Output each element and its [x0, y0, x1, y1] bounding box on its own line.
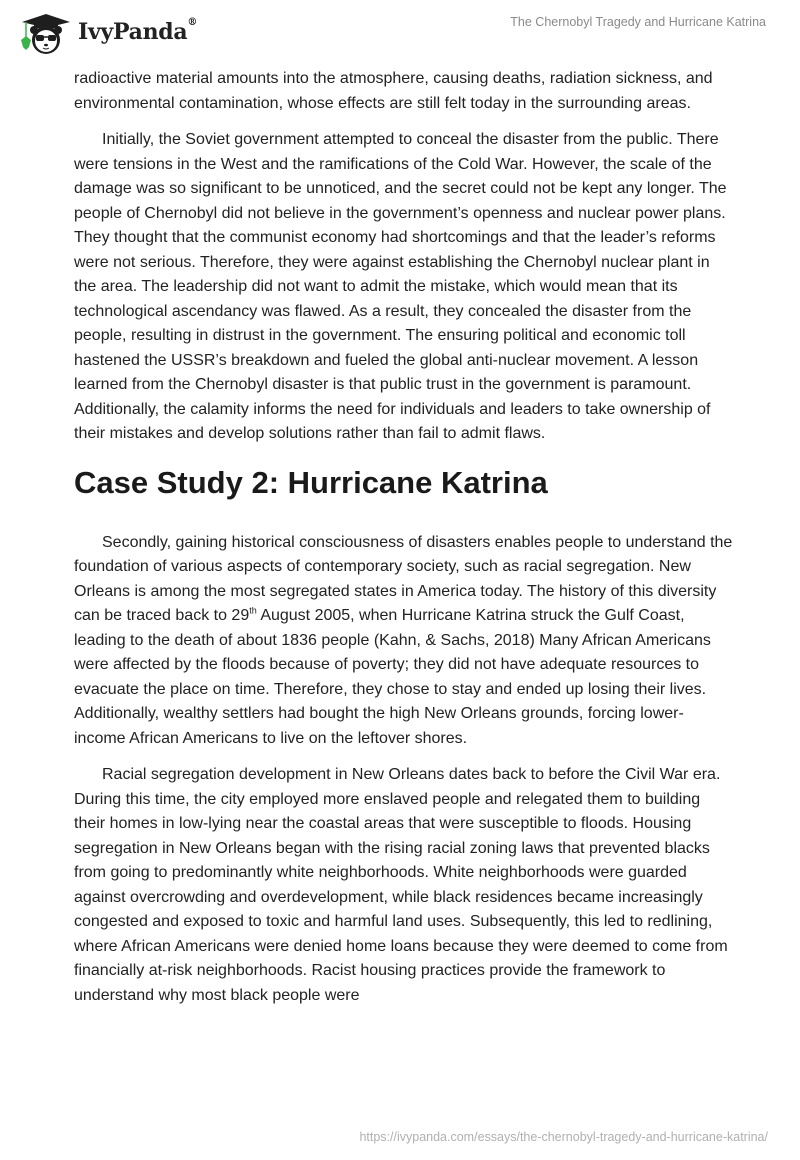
ivypanda-logo[interactable]	[16, 8, 197, 56]
page-header	[0, 0, 800, 60]
paragraph-racial-segregation: Racial segregation development in New Orleans dates back to before the Civil War era. During this time, the city employed more enslaved people and relegated them to building their homes in low-lying near the coastal areas that were susceptible to floods. Housing segregation in New Orleans began with the rising racial zoning laws that prevented blacks from going to predominantly white neighborhoods. White neighborhoods were guarded against overcrowding and overdevelopment, while black residences became increasingly congested and exposed to toxic and harmful land uses. Subsequently, this led to redlining, where African Americans were denied home loans because they were deemed to come from financially at-risk neighborhoods. Racist housing practices provide the framework to understand why most black people were	[74, 766, 728, 1004]
paragraph-chernobyl-concealment: Initially, the Soviet government attempted to conceal the disaster from the public. There were tensions in the West and the ramifications of the Cold War. However, the scale of the damage was so significant to be unnoticed, and the secret could not be kept any longer. The people of Chernobyl did not believe in the government’s openness and nuclear power plans. They thought that the communist economy had shortcomings and that the leader’s reforms were not serious. Therefore, they were against establishing the Chernobyl nuclear plant in the area. The leadership did not want to admit the mistake, which would mean that its technological ascendancy was flawed. As a result, they concealed the disaster from the people, resulting in distrust in the government. The ensuring political and economic toll hastened the USSR’s breakdown and fueled the global anti-nuclear movement. A lesson learned from the Chernobyl disaster is that public trust in the government is paramount. Additionally, the calamity informs the need for individuals and leaders to take ownership of their mistakes and develop solutions rather than fail to admit flaws.	[74, 131, 727, 442]
essay-body	[74, 67, 734, 1020]
registered-mark: ®	[187, 17, 198, 28]
paragraph-katrina-intro: Secondly, gaining historical consciousness of disasters enables people to understand the foundation of various aspects of contemporary society, such as racial segregation. New Orleans is among the most segregated states in America today. The history of this diversity can be traced back to 29th August 2005, when Hurricane Katrina struck the Gulf Coast, leading to the death of about 1836 people (Kahn, & Sachs, 2018) Many African Americans were affected by the floods because of poverty; they did not have adequate resources to evacuate the place on time. Therefore, they chose to stay and ended up losing their lives. Additionally, wealthy settlers had bought the high New Orleans grounds, forcing lower-income African Americans to live on the leftover shores.	[74, 533, 733, 747]
document-title: The Chernobyl Tragedy and Hurricane Katrina	[510, 15, 766, 29]
paragraph-continuation: radioactive material amounts into the atmosphere, causing deaths, radiation sickness, and environmental contamination, whose effects are still felt today in the surrounding areas.	[74, 70, 713, 112]
panda-graduate-icon	[16, 8, 76, 56]
source-url-link[interactable]: https://ivypanda.com/essays/the-chernobyl-tragedy-and-hurricane-katrina/	[359, 1130, 768, 1144]
section-heading-case-study-2: Case Study 2: Hurricane Katrina	[74, 464, 548, 500]
logo-text: IvyPanda®	[78, 17, 198, 45]
